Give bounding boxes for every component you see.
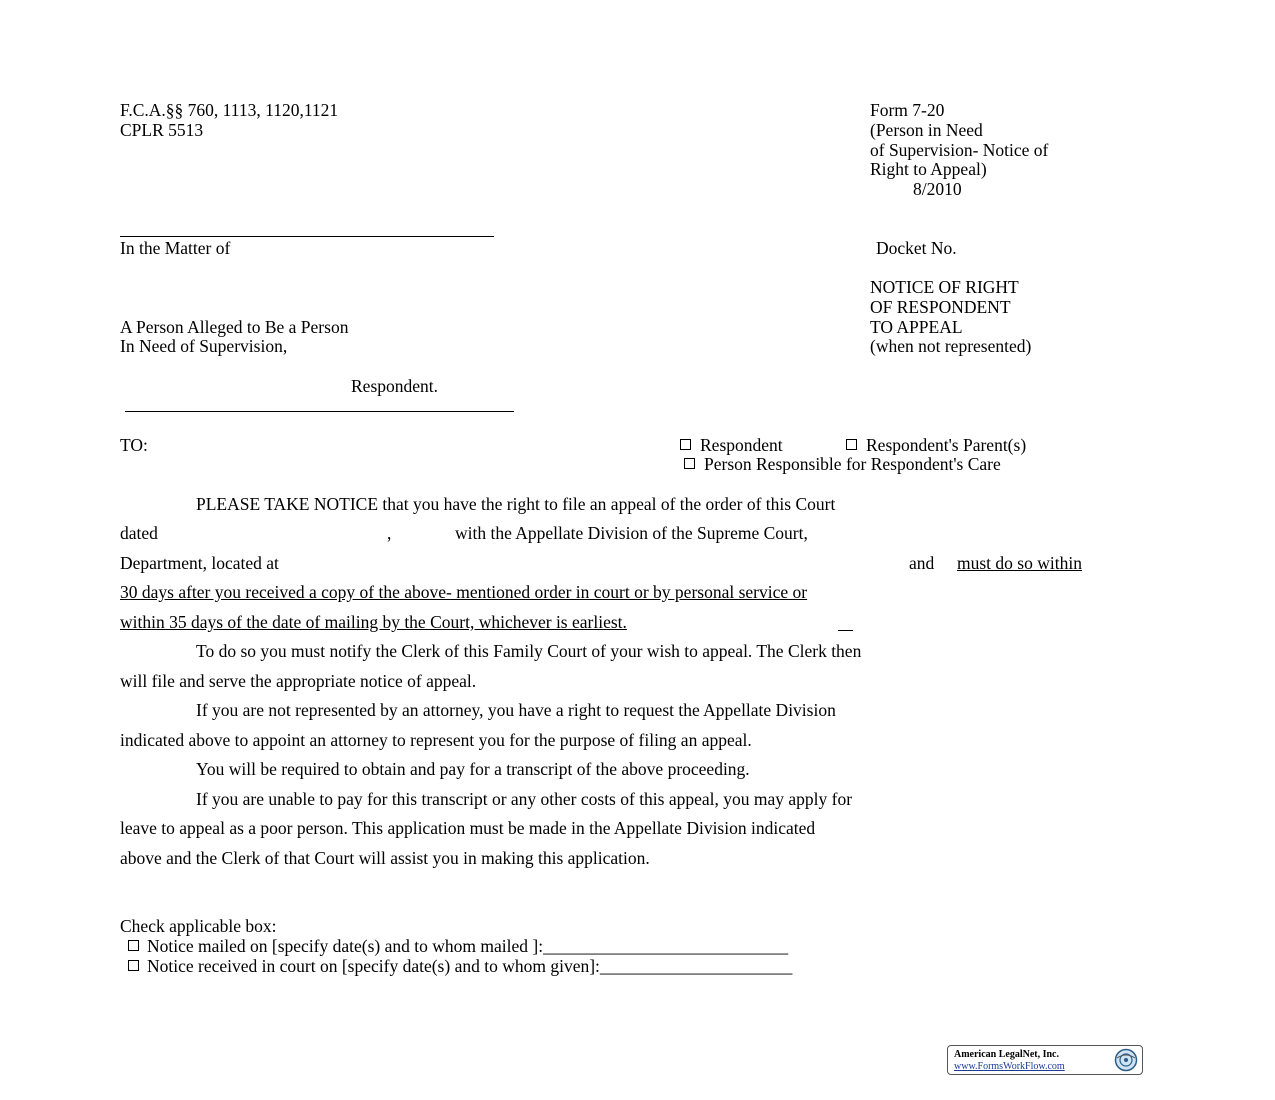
person-description: In Need of Supervision, [120, 336, 288, 356]
to-label: TO: [120, 435, 148, 455]
body-line: If you are unable to pay for this transcript or any other costs of this appeal, you may apply for [196, 789, 853, 809]
blank-line[interactable]: ______________________ [599, 956, 793, 976]
respondent-label: Respondent. [351, 376, 439, 396]
globe-icon [1114, 1048, 1138, 1072]
checkbox[interactable] [846, 439, 857, 450]
body-line: To do so you must notify the Clerk of this Family Court of your wish to appeal. The Clerk then [196, 641, 862, 661]
body-line: with the Appellate Division of the Supreme Court, [455, 523, 808, 543]
deadline-text: must do so within [957, 553, 1082, 573]
check-section-title: Check applicable box: [120, 916, 277, 936]
company-name: American LegalNet, Inc. [954, 1049, 1059, 1060]
to-option-respondent[interactable]: Respondent [680, 435, 783, 455]
to-option-parents[interactable]: Respondent's Parent(s) [846, 435, 1026, 455]
to-option-care[interactable]: Person Responsible for Respondent's Care [684, 454, 1001, 474]
dated-label: dated [120, 523, 158, 543]
notice-title-line: (when not represented) [870, 336, 1032, 356]
checkbox[interactable] [684, 458, 695, 469]
caption-top-rule [120, 236, 494, 237]
statute-citation: F.C.A.§§ 760, 1113, 1120,1121 [120, 100, 339, 120]
form-description-line: of Supervision- Notice of [870, 140, 1049, 160]
body-line: above and the Clerk of that Court will assist you in making this application. [120, 848, 650, 868]
form-date: 8/2010 [913, 179, 962, 199]
checkbox[interactable] [680, 439, 691, 450]
body-text: and [909, 553, 935, 573]
body-line: If you are not represented by an attorney, you have a right to request the Appellate Division [196, 700, 836, 720]
dated-comma: , [387, 523, 392, 543]
form-number: Form 7-20 [870, 100, 945, 120]
form-description-line: Right to Appeal) [870, 159, 987, 179]
blank-line[interactable]: ____________________________ [543, 936, 789, 956]
check-option-received[interactable]: Notice received in court on [specify date(s) and to whom given]:______________________ [128, 956, 792, 976]
body-line: You will be required to obtain and pay for a transcript of the above proceeding. [196, 759, 750, 779]
deadline-text: 30 days after you received a copy of the above- mentioned order in court or by personal service or [120, 582, 808, 602]
docket-number-label: Docket No. [876, 238, 957, 258]
department-label: Department, located at [120, 553, 279, 573]
body-line: leave to appeal as a poor person. This application must be made in the Appellate Division indicated [120, 818, 816, 838]
company-url-link[interactable]: www.FormsWorkFlow.com [954, 1061, 1065, 1072]
deadline-text: within 35 days of the date of mailing by the Court, whichever is earliest. [120, 612, 627, 632]
body-line: PLEASE TAKE NOTICE that you have the right to file an appeal of the order of this Court [196, 494, 836, 514]
body-line: indicated above to appoint an attorney to represent you for the purpose of filing an appeal. [120, 730, 752, 750]
deadline-underline-tail [838, 630, 853, 631]
notice-title-line: TO APPEAL [870, 317, 963, 337]
checkbox[interactable] [128, 940, 139, 951]
form-description-line: (Person in Need [870, 120, 983, 140]
in-the-matter-of: In the Matter of [120, 238, 231, 258]
body-line: will file and serve the appropriate notice of appeal. [120, 671, 477, 691]
notice-title-line: OF RESPONDENT [870, 297, 1011, 317]
footer-logo [947, 1045, 1143, 1075]
notice-title-line: NOTICE OF RIGHT [870, 277, 1019, 297]
check-option-mailed[interactable]: Notice mailed on [specify date(s) and to whom mailed ]:____________________________ [128, 936, 788, 956]
cplr-citation: CPLR 5513 [120, 120, 204, 140]
person-description: A Person Alleged to Be a Person [120, 317, 349, 337]
checkbox[interactable] [128, 960, 139, 971]
caption-bottom-rule [125, 411, 514, 412]
